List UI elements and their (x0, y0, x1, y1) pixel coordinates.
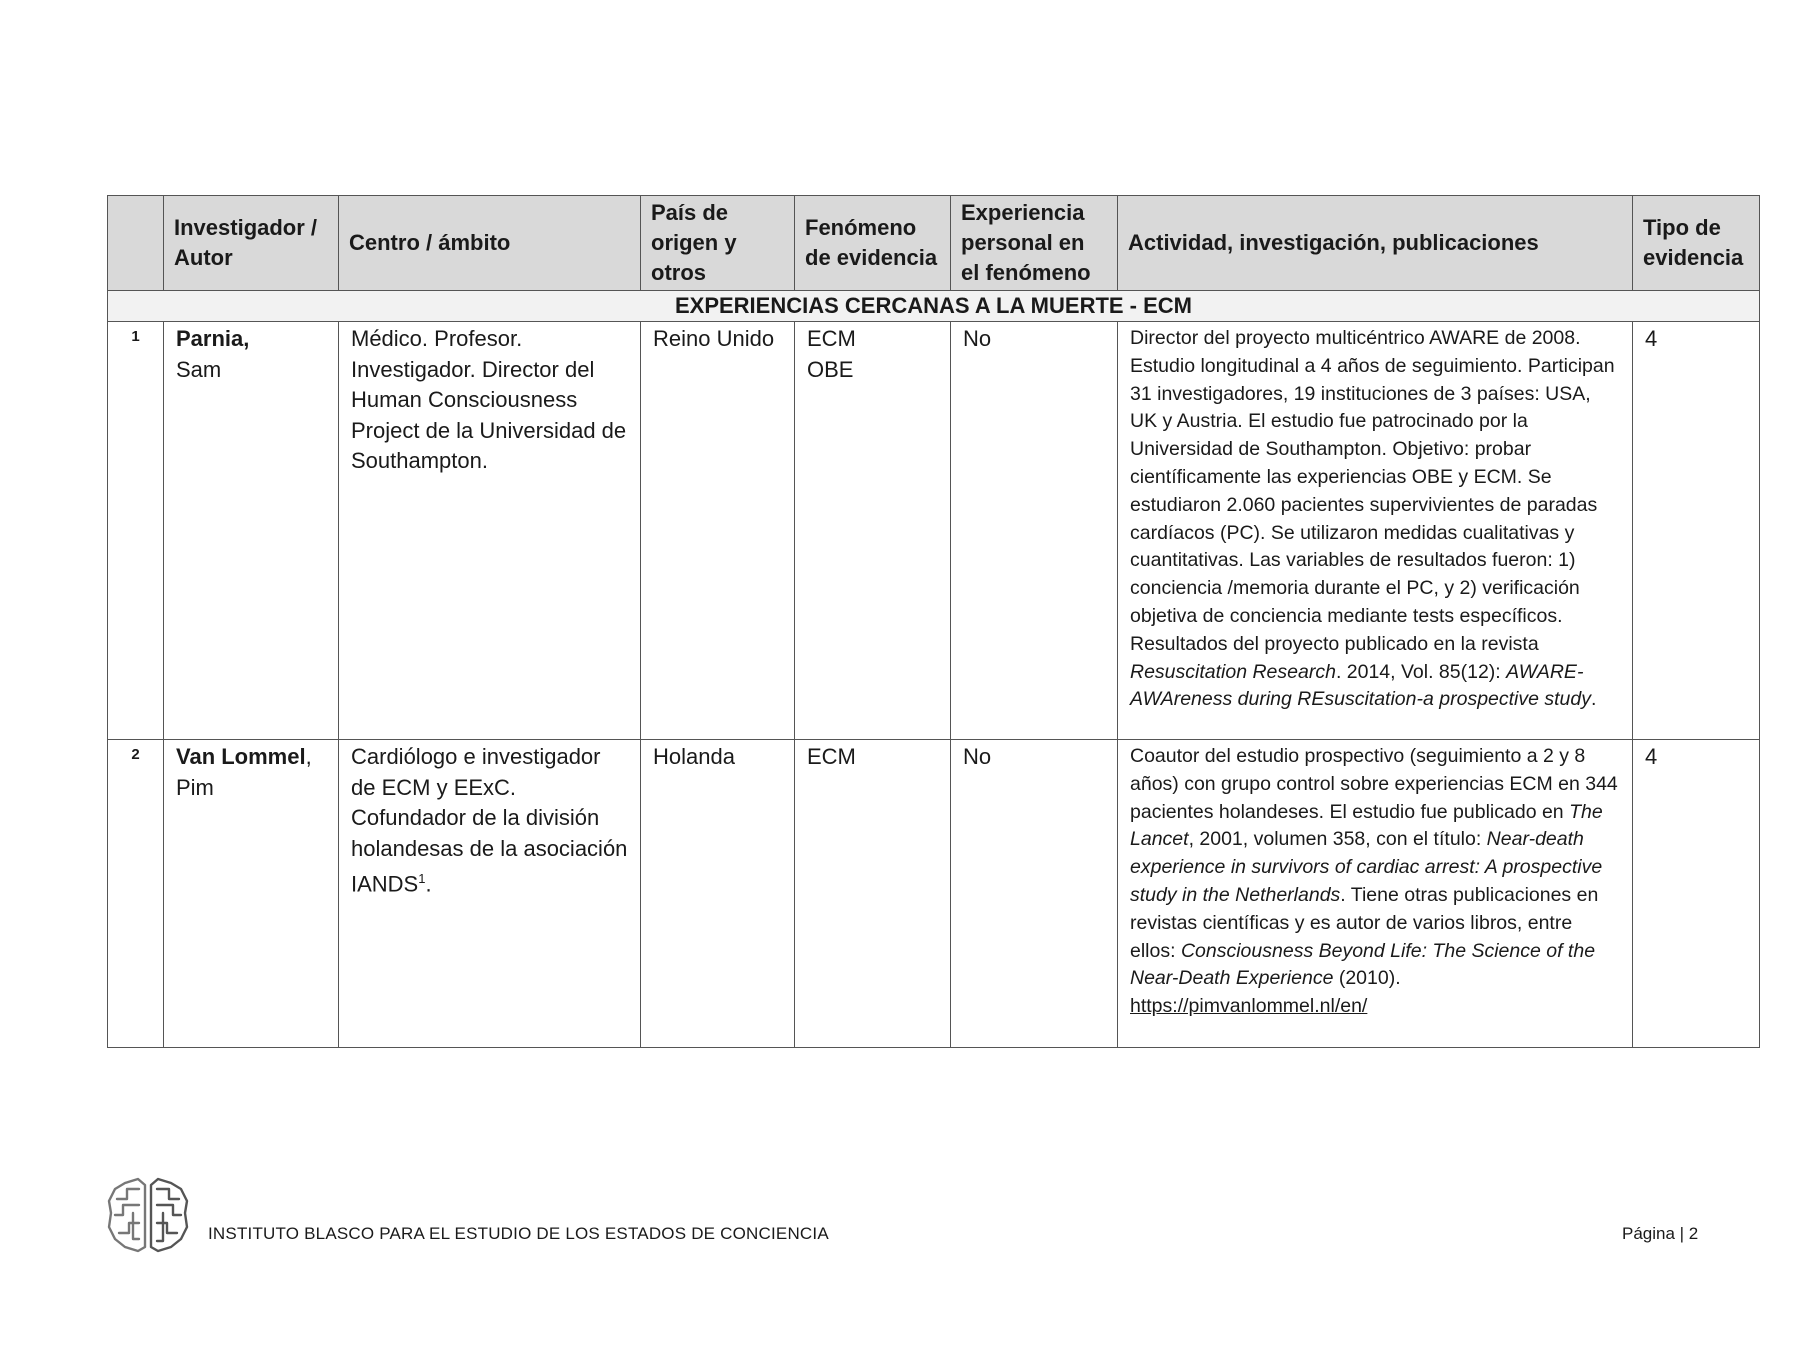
header-country: País de origen y otros (641, 196, 795, 291)
center-cell (339, 740, 641, 1048)
table-row (108, 322, 1760, 740)
header-author: Investigador / Autor (164, 196, 339, 291)
activity-cell (1118, 322, 1633, 740)
table-row (108, 740, 1760, 1048)
institute-name: INSTITUTO BLASCO PARA EL ESTUDIO DE LOS ESTADOS DE CONCIENCIA (208, 1224, 829, 1243)
activity-cell (1118, 740, 1633, 1048)
phenomenon-item: ECM (807, 744, 856, 769)
journal-title: The Lancet (1130, 800, 1603, 851)
author-given-name: Pim (176, 774, 214, 800)
experience-cell: No (951, 322, 1118, 740)
experience-cell: No (951, 740, 1118, 1048)
row-number: 2 (108, 740, 164, 1048)
phenomenon-cell (795, 322, 951, 740)
author-given-name: Sam (176, 356, 222, 382)
center-text: Cardiólogo e investigador de ECM y EExC. Cofundador de la división holandesas de la asociación IANDS (351, 744, 628, 897)
footnote-marker: 1 (418, 871, 426, 886)
phenomenon-cell (795, 740, 951, 1048)
activity-text: . 2014, Vol. 85(12): (1335, 660, 1507, 683)
activity-text: , 2001, volumen 358, con el título: (1188, 828, 1487, 851)
author-cell (164, 322, 339, 740)
page-number: Página | 2 (1622, 1224, 1699, 1243)
author-surname: Van Lommel (176, 744, 306, 769)
country-cell: Holanda (641, 740, 795, 1048)
author-surname: Parnia, (176, 326, 250, 351)
evidence-type-cell: 4 (1633, 322, 1760, 740)
header-center: Centro / ámbito (339, 196, 641, 291)
header-phenomenon: Fenómeno de evidencia (795, 196, 951, 291)
activity-text: Director del proyecto multicéntrico AWARE de 2008. Estudio longitudinal a 4 años de seguimiento. Participan 31 investigadores, 19 instituciones de 3 países: USA, UK y Austria. El estudio fue patrocinado por la Universidad de Southampton. Objetivo: probar científicamente las experiencias OBE y ECM. Se estudiaron 2.060 pacientes supervivientes de paradas cardíacos (PC). Se utilizaron medidas cualitativas y cuantitativas. Las variables de resultados fueron: 1) conciencia /memoria durante el PC, y 2) verificación objetiva de conciencia mediante tests específicos. Resultados del proyecto publicado en la revista (1130, 327, 1615, 655)
activity-text: Coautor del estudio prospectivo (seguimiento a 2 y 8 años) con grupo control sobre experiencias ECM en 344 pacientes holandeses. El estudio fue publicado en (1130, 745, 1618, 823)
section-row (108, 291, 1760, 322)
activity-text: . Tiene otras publicaciones en revistas científicas y es autor de varios libros, entre ellos: (1130, 883, 1599, 962)
phenomenon-item: ECM (807, 326, 856, 351)
section-title: EXPERIENCIAS CERCANAS A LA MUERTE - ECM (108, 291, 1760, 322)
row-number: 1 (108, 322, 164, 740)
author-cell (164, 740, 339, 1048)
website-link[interactable]: https://pimvanlommel.nl/en/ (1130, 995, 1368, 1018)
brain-maze-logo-icon (105, 1175, 191, 1255)
evidence-type-cell: 4 (1633, 740, 1760, 1048)
author-separator: , (305, 744, 312, 769)
country-cell: Reino Unido (641, 322, 795, 740)
center-text-end: . (425, 871, 432, 897)
book-title: Consciousness Beyond Life: The Science of the Near-Death Experience (1130, 939, 1596, 990)
evidence-table (107, 195, 1760, 1048)
phenomenon-item: OBE (807, 356, 854, 382)
header-activity: Actividad, investigación, publicaciones (1118, 196, 1633, 291)
study-title: Near-death experience in survivors of cardiac arrest: A prospective study in the Netherlands (1130, 828, 1603, 906)
header-experience: Experiencia personal en el fenómeno (951, 196, 1118, 291)
journal-title: Resuscitation Research (1130, 660, 1336, 683)
study-title: AWARE-AWAreness during REsuscitation-a prospective study (1130, 660, 1592, 711)
activity-text: (2010). (1333, 967, 1401, 990)
header-num (108, 196, 164, 291)
center-cell: Médico. Profesor. Investigador. Director del Human Consciousness Project de la Universidad de Southampton. (339, 322, 641, 740)
table-header-row (108, 196, 1760, 291)
activity-text: . (1591, 688, 1597, 711)
header-type: Tipo de evidencia (1633, 196, 1760, 291)
